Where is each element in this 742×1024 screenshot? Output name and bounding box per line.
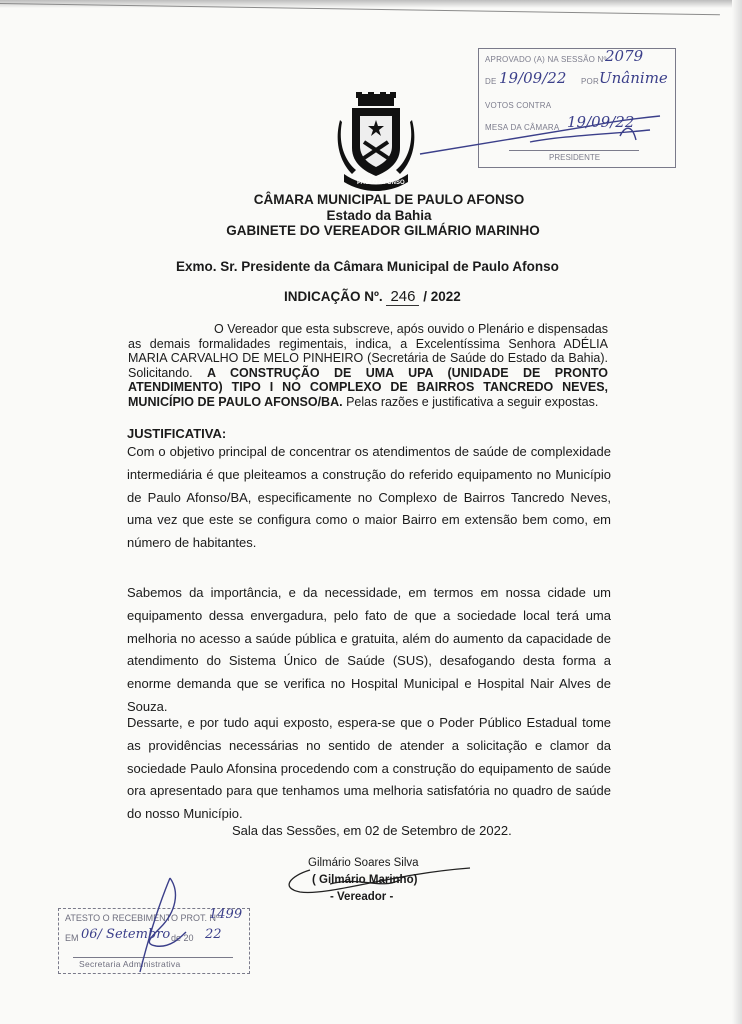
stamp-mesa-label: MESA DA CÂMARA (485, 123, 560, 132)
stamp-session-number: 2079 (605, 47, 644, 65)
receipt-year-label: de 20 (171, 933, 194, 943)
signer-role: - Vereador - (330, 891, 394, 903)
receipt-year-value: 22 (205, 927, 222, 942)
indicacao-number: 246 (386, 288, 419, 306)
indicacao-label: INDICAÇÃO Nº. (284, 289, 383, 304)
receipt-em-label: EM (65, 933, 79, 943)
signer-name: Gilmário Soares Silva (308, 857, 419, 869)
stamp-date-value: 19/09/22 (499, 69, 567, 87)
intro-request-bold: A CONSTRUÇÃO DE UMA UPA (UNIDADE DE PRONTO ATENDIMENTO) TIPO I NO COMPLEXO DE BAIRROS TANCREDO NEVES, MUNICÍPIO DE PAULO AFONSO/BA. (128, 365, 608, 409)
intro-closing-text: Pelas razões e justificativa a seguir expostas. (346, 394, 599, 409)
stamp-votes-against-label: VOTOS CONTRA (485, 101, 552, 110)
justificativa-paragraph-3: Dessarte, e por tudo aqui exposto, espera-se que o Poder Público Estadual tome as providências necessárias no sentido de atender a solicitação e clamor da sociedade Paulo Afonsina procedendo com a construção do equipamento de saúde ora apresentado para que tenhamos uma melhoria satisfatória no quadro de saúde do nosso Município. (127, 715, 611, 822)
signer-alias: ( Gilmário Marinho) (312, 874, 418, 886)
place-and-date: Sala das Sessões, em 02 de Setembro de 2022. (232, 823, 512, 838)
receipt-date-value: 06/ Setembro (81, 927, 171, 942)
indicacao-heading (284, 288, 461, 306)
stamp-mesa-date: 19/09/22 (567, 113, 635, 131)
municipal-coat-of-arms-icon (334, 92, 418, 192)
state-title: Estado da Bahia (326, 208, 432, 223)
receipt-label: ATESTO O RECEBIMENTO PROT. Nº (65, 913, 220, 923)
receipt-protocol-number: 1499 (209, 907, 243, 922)
addressee: Exmo. Sr. Presidente da Câmara Municipal de Paulo Afonso (176, 259, 559, 274)
crest-ribbon-text: PAULO AFONSO (357, 180, 405, 186)
stamp-presidente-label: PRESIDENTE (549, 153, 601, 162)
stamp-vote-value: Unânime (599, 69, 668, 87)
intro-text: O Vereador que esta subscreve, após ouvido o Plenário e dispensadas as demais formalidades regimentais, indica, a Excelentíssima Senhora ADÉLIA MARIA CARVALHO DE MELO PINHEIRO (Secretária de Saúde do Estado da Bahia). Solicitando. (128, 322, 609, 380)
stamp-por-label: POR (581, 77, 599, 86)
stamp-date-label: DE (485, 77, 497, 86)
justificativa-title: JUSTIFICATIVA: (127, 426, 227, 441)
justificativa-paragraph-2: Sabemos da importância, e da necessidade, em termos em nossa cidade um equipamento dessa envergadura, pelo fato de que a sociedade local terá uma melhoria no acesso a saúde pública e gratuita, além do aumento da capacidade de atendimento do Sistema Único de Saúde (SUS), desafogando desta forma a enorme demanda que se verifica no Hospital Municipal e Hospital Nair Alves de Souza. (127, 585, 611, 714)
approval-signature-scribble (410, 96, 670, 166)
chamber-title: CÂMARA MUNICIPAL DE PAULO AFONSO (253, 192, 525, 207)
receipt-department: Secretaria Administrativa (79, 959, 181, 969)
stamp-session-label: APROVADO (A) NA SESSÃO Nº (485, 55, 607, 64)
page-right-shadow (732, 0, 742, 1024)
justificativa-paragraph-1: Com o objetivo principal de concentrar os atendimentos de saúde de complexidade intermediária é que pleiteamos a construção do referido equipamento no Município de Paulo Afonso/BA, especificamente no Complexo de Bairros Tancredo Neves, uma vez que este se configura como o maior Bairro em extensão bem como, em número de habitantes. (127, 444, 611, 551)
office-title: GABINETE DO VEREADOR GILMÁRIO MARINHO (226, 223, 540, 238)
intro-paragraph (128, 322, 608, 409)
receipt-signature-scribble (100, 872, 220, 982)
indicacao-year: / 2022 (423, 289, 461, 304)
